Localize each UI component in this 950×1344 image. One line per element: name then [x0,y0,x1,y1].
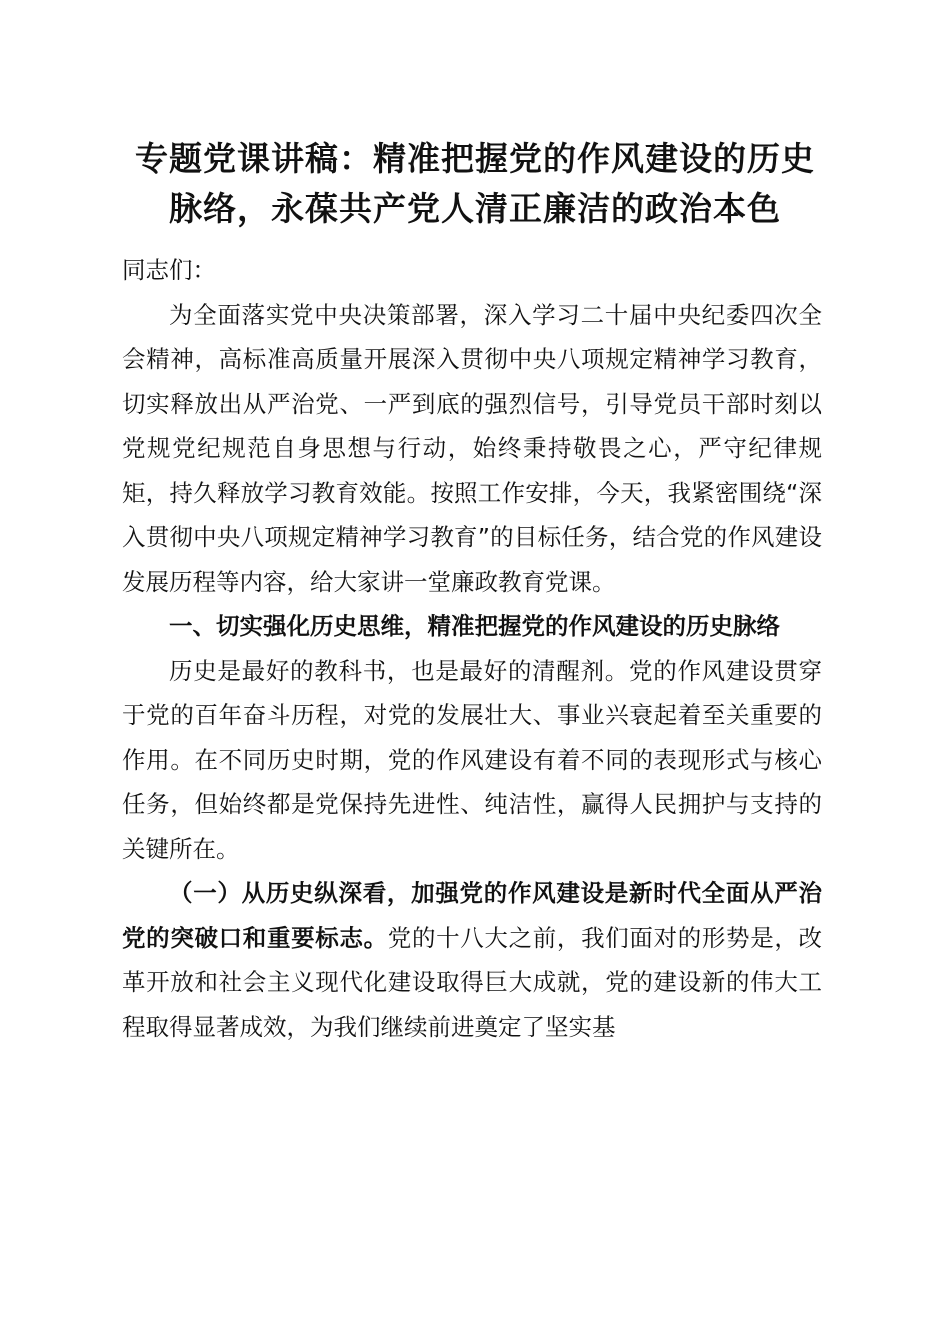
paragraph-intro: 为全面落实党中央决策部署，深入学习二十届中央纪委四次全会精神，高标准高质量开展深入贯彻中央八项规定精神学习教育，切实释放出从严治党、一严到底的强烈信号，引导党员干部时刻以党规党纪规范自身思想与行动，始终秉持敬畏之心，严守纪律规矩，持久释放学习教育效能。按照工作安排，今天，我紧密围绕“深入贯彻中央八项规定精神学习教育”的目标任务，结合党的作风建设发展历程等内容，给大家讲一堂廉政教育党课。 [122,300,822,596]
section-heading-1: 一、切实强化历史思维，精准把握党的作风建设的历史脉络 [169,612,780,640]
document-title [100,134,850,234]
document-body [122,248,822,1049]
paragraph-subsection-1 [122,871,822,1049]
title-line-2: 脉络，永葆共产党人清正廉洁的政治本色 [169,189,781,228]
subsection-body-1: 党的十八大之前，我们面对的形势是，改革开放和社会主义现代化建设取得巨大成就，党的建设新的伟大工程取得显著成效，为我们继续前进奠定了坚实基 [122,923,823,1041]
salutation: 同志们： [122,256,216,284]
paragraph-history: 历史是最好的教科书，也是最好的清醒剂。党的作风建设贯穿于党的百年奋斗历程，对党的发展壮大、事业兴衰起着至关重要的作用。在不同历史时期，党的作风建设有着不同的表现形式与核心任务，但始终都是党保持先进性、纯洁性，赢得人民拥护与支持的关键所在。 [122,656,822,863]
subsection-heading-1: （一）从历史纵深看，加强党的作风建设是新时代全面从严治党的突破口和重要标志。 [122,879,822,952]
title-line-1: 专题党课讲稿：精准把握党的作风建设的历史 [135,139,815,178]
